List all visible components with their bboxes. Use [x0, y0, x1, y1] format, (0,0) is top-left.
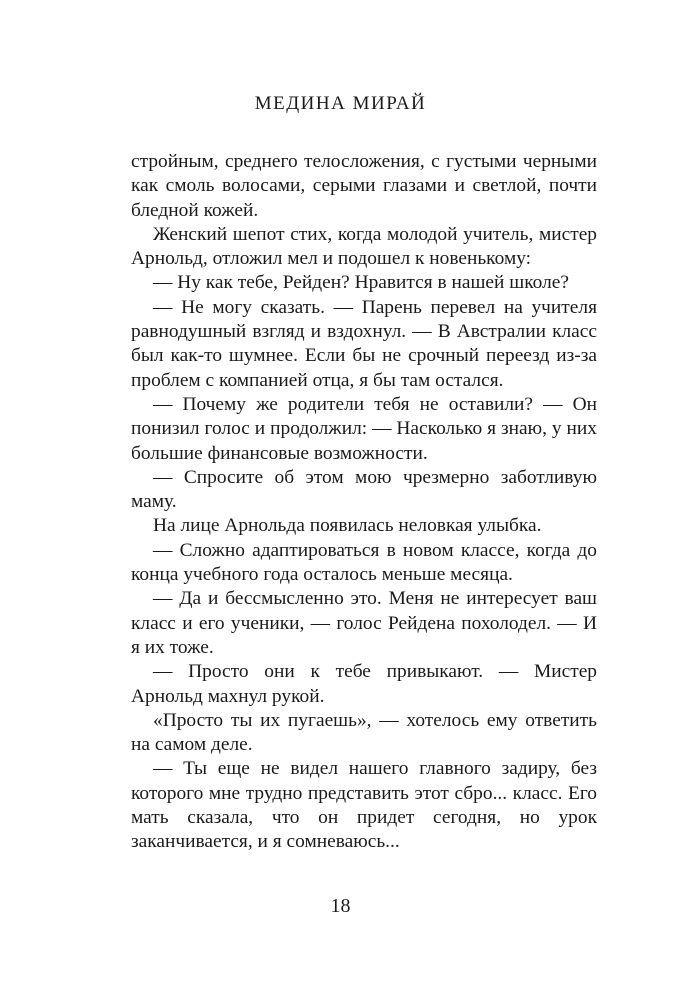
- paragraph: — Ну как тебе, Рейден? Нравится в нашей школе?: [153, 272, 569, 294]
- paragraph: — Не могу сказать. — Парень перевел на учителя равнодушный взгляд и вздохнул. — В Австралии класс был как-то шумнее. Если бы не срочный переезд из-за проблем с компанией отца, я бы там остался.: [131, 296, 597, 391]
- page-number: 18: [330, 895, 351, 917]
- paragraph: — Ты еще не видел нашего главного задиру, без которого мне трудно представить этот сбро... класс. Его мать сказала, что он придет сегодня, но урок заканчивается, и я сомневаюсь...: [131, 758, 597, 853]
- paragraph: На лице Арнольда появилась неловкая улыбка.: [153, 515, 542, 537]
- paragraph: — Почему же родители тебя не оставили? — Он понизил голос и продолжил: — Насколько я знаю, у них большие финансовые возможности.: [131, 393, 597, 464]
- paragraph: Женский шепот стих, когда молодой учитель, мистер Арнольд, отложил мел и подошел к новенькому:: [131, 223, 597, 270]
- paragraph: — Спросите об этом мою чрезмерно заботливую маму.: [131, 466, 597, 513]
- paragraph: — Просто они к тебе привыкают. — Мистер Арнольд махнул рукой.: [131, 661, 597, 707]
- paragraph: — Да и бессмысленно это. Меня не интересует ваш класс и его ученики, — голос Рейдена похолодел. — И я их тоже.: [131, 588, 597, 658]
- body-text: [131, 150, 597, 855]
- running-header-author: МЕДИНА МИРАЙ: [254, 93, 427, 114]
- paragraph: — Сложно адаптироваться в новом классе, когда до конца учебного года осталось меньше месяца.: [131, 539, 597, 586]
- paragraph: стройным, среднего телосложения, с густыми черными как смоль волосами, серыми глазами и светлой, почти бледной кожей.: [131, 151, 597, 221]
- paragraph: «Просто ты их пугаешь», — хотелось ему ответить на самом деле.: [131, 709, 597, 756]
